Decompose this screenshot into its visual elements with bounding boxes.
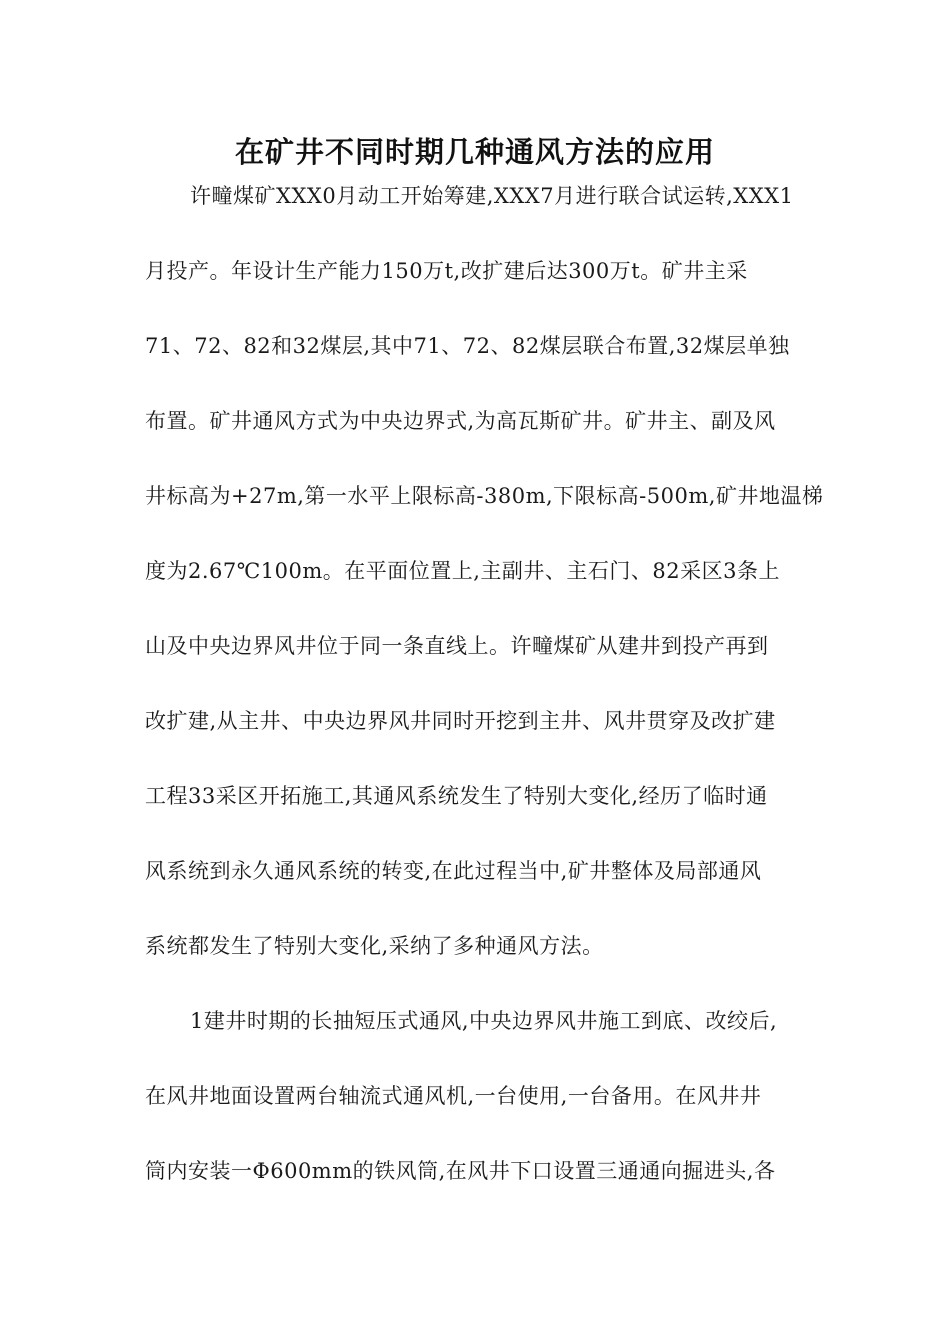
paragraph-line: 在风井地面设置两台轴流式通风机,一台使用,一台备用。在风井井 bbox=[145, 1084, 762, 1108]
paragraph-line: 风系统到永久通风系统的转变,在此过程当中,矿井整体及局部通风 bbox=[145, 859, 762, 883]
paragraph-line: 筒内安装一Φ600mm的铁风筒,在风井下口设置三通通向掘进头,各 bbox=[145, 1159, 776, 1183]
paragraph-line: 1建井时期的长抽短压式通风,中央边界风井施工到底、改绞后, bbox=[190, 1009, 778, 1033]
paragraph-line: 度为2.67℃100m。在平面位置上,主副井、主石门、82采区3条上 bbox=[145, 559, 781, 583]
paragraph-line: 布置。矿井通风方式为中央边界式,为高瓦斯矿井。矿井主、副及风 bbox=[145, 409, 776, 433]
paragraph-line: 月投产。年设计生产能力150万t,改扩建后达300万t。矿井主采 bbox=[145, 259, 748, 283]
paragraph-line: 工程33采区开拓施工,其通风系统发生了特别大变化,经历了临时通 bbox=[145, 784, 768, 808]
paragraph-line: 71、72、82和32煤层,其中71、72、82煤层联合布置,32煤层单独 bbox=[145, 334, 790, 358]
paragraph-line: 山及中央边界风井位于同一条直线上。许疃煤矿从建井到投产再到 bbox=[145, 634, 769, 658]
paragraph-line: 系统都发生了特别大变化,采纳了多种通风方法。 bbox=[145, 934, 604, 958]
paragraph-line: 许疃煤矿XXX0月动工开始筹建,XXX7月进行联合试运转,XXX1 bbox=[190, 184, 794, 208]
paragraph-line: 改扩建,从主井、中央边界风井同时开挖到主井、风井贯穿及改扩建 bbox=[145, 709, 776, 733]
document-title: 在矿井不同时期几种通风方法的应用 bbox=[234, 135, 715, 169]
paragraph-line: 井标高为+27m,第一水平上限标高-380m,下限标高-500m,矿井地温梯 bbox=[145, 484, 824, 508]
